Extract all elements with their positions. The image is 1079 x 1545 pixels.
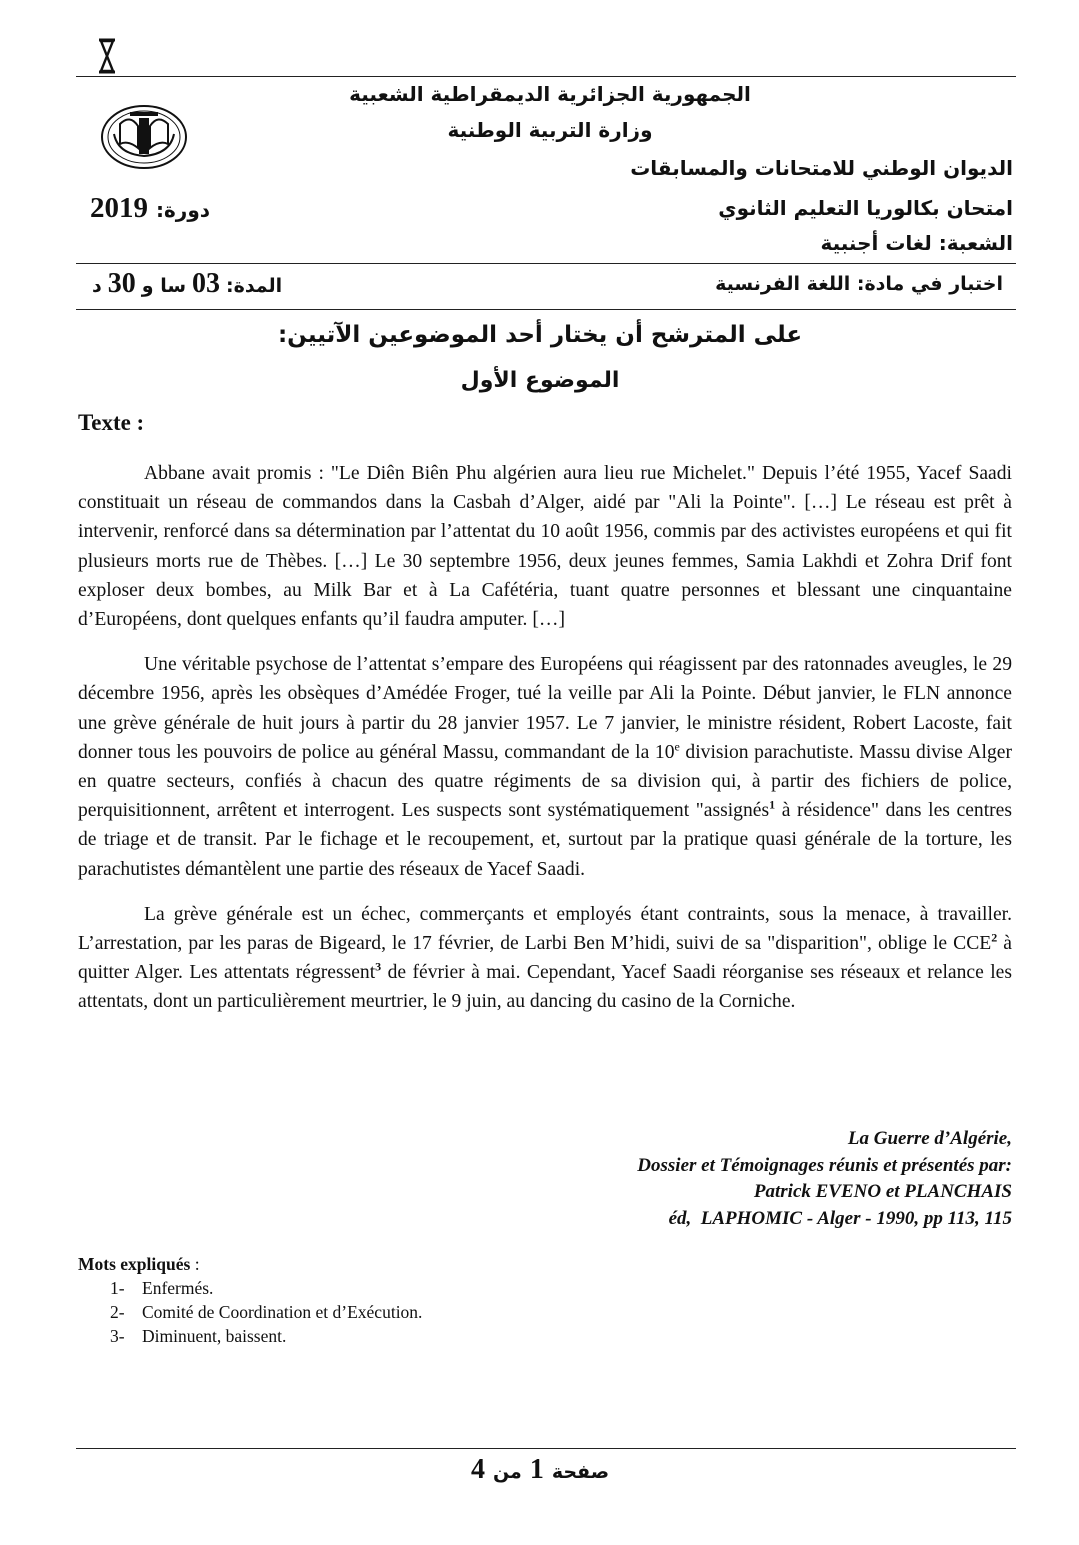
glossary-num: 3- [110, 1326, 125, 1346]
duration-label: المدة: [226, 275, 283, 297]
session-label: دورة: [156, 198, 211, 222]
header-rule [76, 309, 1016, 310]
glossary [78, 1254, 422, 1348]
subject-title: الموضوع الأول [460, 368, 620, 393]
footer-rule [76, 1448, 1016, 1449]
source-authors: Patrick EVENO et PLANCHAIS [753, 1181, 1012, 1202]
glossary-list [110, 1276, 422, 1348]
paragraph-2-part: division parachutiste. Massu divise Alger en quatre secteurs, confiés à chacun des quatre régiments de sa division qui, à partir des fichiers de police, perquisitionnent, arrêtent et interrogent. Les suspects sont systématiquement "assignés [78, 741, 1012, 822]
paragraph-3-part: La grève générale est un échec, commerçants et employés étant contraints, sous la menace, à travailler. L’arrestation, par les paras de Bigeard, le 17 février, de Larbi Ben M’hidi, suivi de sa "disparition", oblige le CCE [78, 903, 1012, 955]
paragraph-3-part: à quitter Alger. Les attentats régressent [78, 933, 1012, 984]
republic-name: الجمهورية الجزائرية الديمقراطية الشعبية [349, 82, 751, 106]
session [90, 192, 210, 225]
paragraph-3 [78, 900, 1012, 1017]
top-rule [76, 76, 1016, 77]
ministry-logo [100, 104, 188, 170]
subject-label: اختبار في مادة: اللغة الفرنسية [715, 273, 1003, 295]
superscript: e [674, 739, 680, 754]
glossary-text: Enfermés. [142, 1278, 214, 1298]
page-footer [340, 1454, 740, 1486]
glossary-colon: : [190, 1254, 200, 1274]
footnote-ref-1: 1 [769, 797, 776, 812]
of-label: من [492, 1461, 522, 1483]
duration-minutes: 30 [107, 268, 136, 299]
duration-hours-unit: سا و [141, 275, 187, 297]
stream-label: الشعبة: لغات أجنبية [820, 231, 1013, 255]
paragraph-2 [78, 650, 1012, 884]
exam-name: امتحان بكالوريا التعليم الثانوي [718, 196, 1013, 220]
glossary-num: 1- [110, 1278, 125, 1298]
glossary-item [110, 1324, 422, 1348]
hourglass-icon [96, 38, 118, 74]
exams-office: الديوان الوطني للامتحانات والمسابقات [630, 156, 1013, 180]
source-line: Dossier et Témoignages réunis et présentés par: [637, 1154, 1012, 1176]
page-label: صفحة [551, 1461, 610, 1483]
paragraph-2-part: Une véritable psychose de l’attentat s’empare des Européens qui réagissent par des ratonnades aveugles, le 29 décembre 1956, après les obsèques d’Amédée Froger, tué la veille par Ali la Pointe. Début janvier, le FLN annonce une grève générale de huit jours à partir du 28 janvier 1957. Le 7 janvier, le ministre résident, Robert Lacoste, fait donner tous les pouvoirs de police au général Massu, commandant de la 10 [78, 654, 1012, 763]
source-citation [637, 1126, 1012, 1232]
page-total: 4 [470, 1454, 485, 1485]
duration-hours: 03 [192, 268, 221, 299]
header-rule [76, 263, 1016, 264]
glossary-text: Diminuent, baissent. [142, 1326, 287, 1346]
paragraph-2-part: à résidence" dans les centres de triage et de transit. Par le fichage et le recoupement, et, surtout par la pratique quasi générale de la torture, les parachutistes démantèlent une partie des réseaux de Yacef Saadi. [78, 800, 1013, 880]
duration-minutes-unit: د [92, 275, 102, 297]
texte-heading: Texte : [78, 410, 145, 435]
footnote-ref-2: 2 [991, 930, 998, 945]
instruction: على المترشح أن يختار أحد الموضوعين الآتيين: [277, 322, 803, 348]
glossary-num: 2- [110, 1302, 125, 1322]
paragraph-1: Abbane avait promis : "Le Diên Biên Phu algérien aura lieu rue Michelet." Depuis l’été 1955, Yacef Saadi constituait un réseau de commandos dans la Casbah d’Alger, aidé par "Ali la Pointe". […] Le réseau est prêt à intervenir, renforcé dans sa détermination par l’attentat du 10 août 1956, commis par des activistes européens et qui fit plusieurs morts rue de Thèbes. […] Le 30 septembre 1956, deux jeunes femmes, Samia Lakhdi et Zohra Drif font exploser deux bombes, au Milk Bar et à La Cafétéria, tuant quatre personnes et blessant une cinquantaine d’Européens, dont quelques enfants qu’il faudra amputer. […] [78, 463, 1012, 631]
passage [78, 459, 1012, 1017]
source-edition: éd, LAPHOMIC - Alger - 1990, pp 113, 115 [668, 1207, 1012, 1229]
duration [92, 268, 282, 300]
page-number: 1 [529, 1454, 544, 1485]
glossary-item [110, 1276, 422, 1300]
session-year: 2019 [90, 192, 148, 224]
source-title: La Guerre d’Algérie, [847, 1128, 1012, 1149]
paragraph-3-part: de février à mai. Cependant, Yacef Saadi réorganise ses réseaux et relance les attentats, dont un particulièrement meurtrier, le 9 juin, au dancing du casino de la Corniche. [78, 962, 1012, 1013]
ministry-name: وزارة التربية الوطنية [447, 118, 653, 142]
footnote-ref-3: 3 [375, 959, 382, 974]
glossary-text: Comité de Coordination et d’Exécution. [142, 1302, 423, 1322]
glossary-title: Mots expliqués [78, 1254, 191, 1274]
glossary-item [110, 1300, 422, 1324]
